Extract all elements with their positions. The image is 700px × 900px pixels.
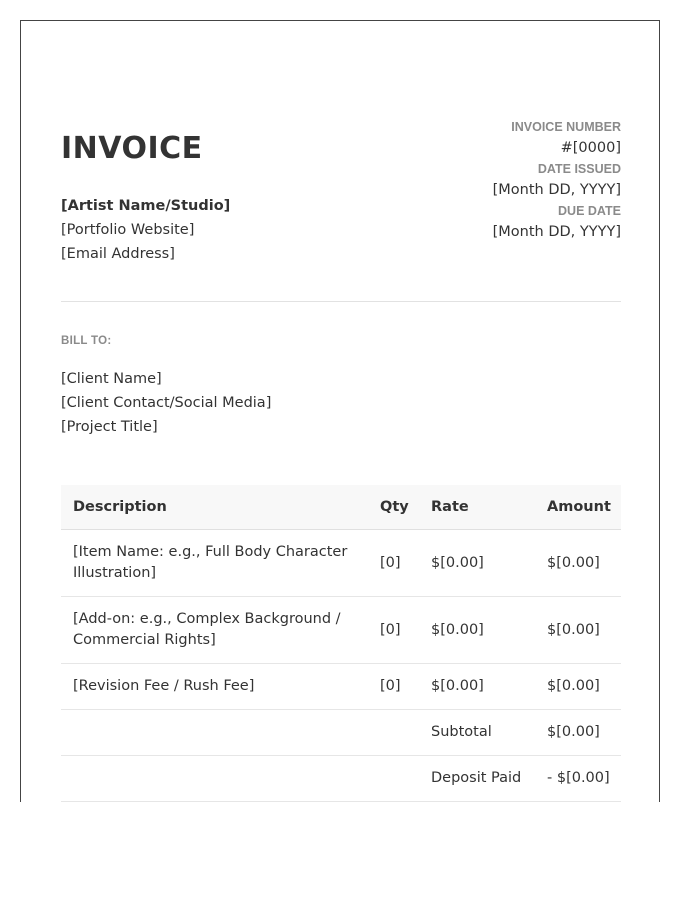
bill-to-label: BILL TO: bbox=[61, 335, 112, 347]
row-amount: $[0.00] bbox=[535, 530, 621, 597]
client-contact: [Client Contact/Social Media] bbox=[61, 395, 272, 411]
row-qty: [0] bbox=[368, 530, 419, 597]
bill-to-block bbox=[61, 367, 271, 439]
email-address: [Email Address] bbox=[61, 246, 175, 262]
sender-block bbox=[61, 194, 230, 266]
table-row bbox=[61, 597, 621, 664]
deposit-row bbox=[61, 756, 621, 802]
subtotal-row bbox=[61, 710, 621, 756]
row-description: [Revision Fee / Rush Fee] bbox=[61, 664, 368, 710]
invoice-number-value: #[0000] bbox=[560, 140, 621, 156]
invoice-meta bbox=[493, 117, 621, 243]
table-header-row bbox=[61, 485, 621, 530]
row-rate: $[0.00] bbox=[419, 664, 535, 710]
subtotal-value: $[0.00] bbox=[535, 710, 621, 756]
row-description: [Item Name: e.g., Full Body Character Illustration] bbox=[61, 530, 368, 597]
row-amount: $[0.00] bbox=[535, 664, 621, 710]
qty-header: Qty bbox=[368, 485, 419, 530]
table-row bbox=[61, 664, 621, 710]
line-items-table bbox=[61, 485, 621, 802]
row-rate: $[0.00] bbox=[419, 530, 535, 597]
invoice-page bbox=[20, 20, 660, 802]
date-issued-label: DATE ISSUED bbox=[537, 162, 621, 176]
row-qty: [0] bbox=[368, 664, 419, 710]
header-divider bbox=[61, 301, 621, 302]
date-issued-value: [Month DD, YYYY] bbox=[492, 182, 621, 198]
portfolio-website: [Portfolio Website] bbox=[61, 222, 195, 238]
subtotal-label: Subtotal bbox=[419, 710, 535, 756]
rate-header: Rate bbox=[419, 485, 535, 530]
description-header: Description bbox=[61, 485, 368, 530]
row-amount: $[0.00] bbox=[535, 597, 621, 664]
row-rate: $[0.00] bbox=[419, 597, 535, 664]
invoice-title: INVOICE bbox=[61, 131, 203, 166]
project-title: [Project Title] bbox=[61, 419, 158, 435]
table-row bbox=[61, 530, 621, 597]
row-qty: [0] bbox=[368, 597, 419, 664]
deposit-value: - $[0.00] bbox=[535, 756, 621, 802]
due-date-label: DUE DATE bbox=[558, 204, 621, 218]
amount-header: Amount bbox=[535, 485, 621, 530]
row-description: [Add-on: e.g., Complex Background / Commercial Rights] bbox=[61, 597, 368, 664]
artist-name: [Artist Name/Studio] bbox=[61, 198, 231, 214]
deposit-label: Deposit Paid bbox=[419, 756, 535, 802]
due-date-value: [Month DD, YYYY] bbox=[492, 224, 621, 240]
invoice-number-label: INVOICE NUMBER bbox=[511, 120, 621, 134]
client-name: [Client Name] bbox=[61, 371, 162, 387]
